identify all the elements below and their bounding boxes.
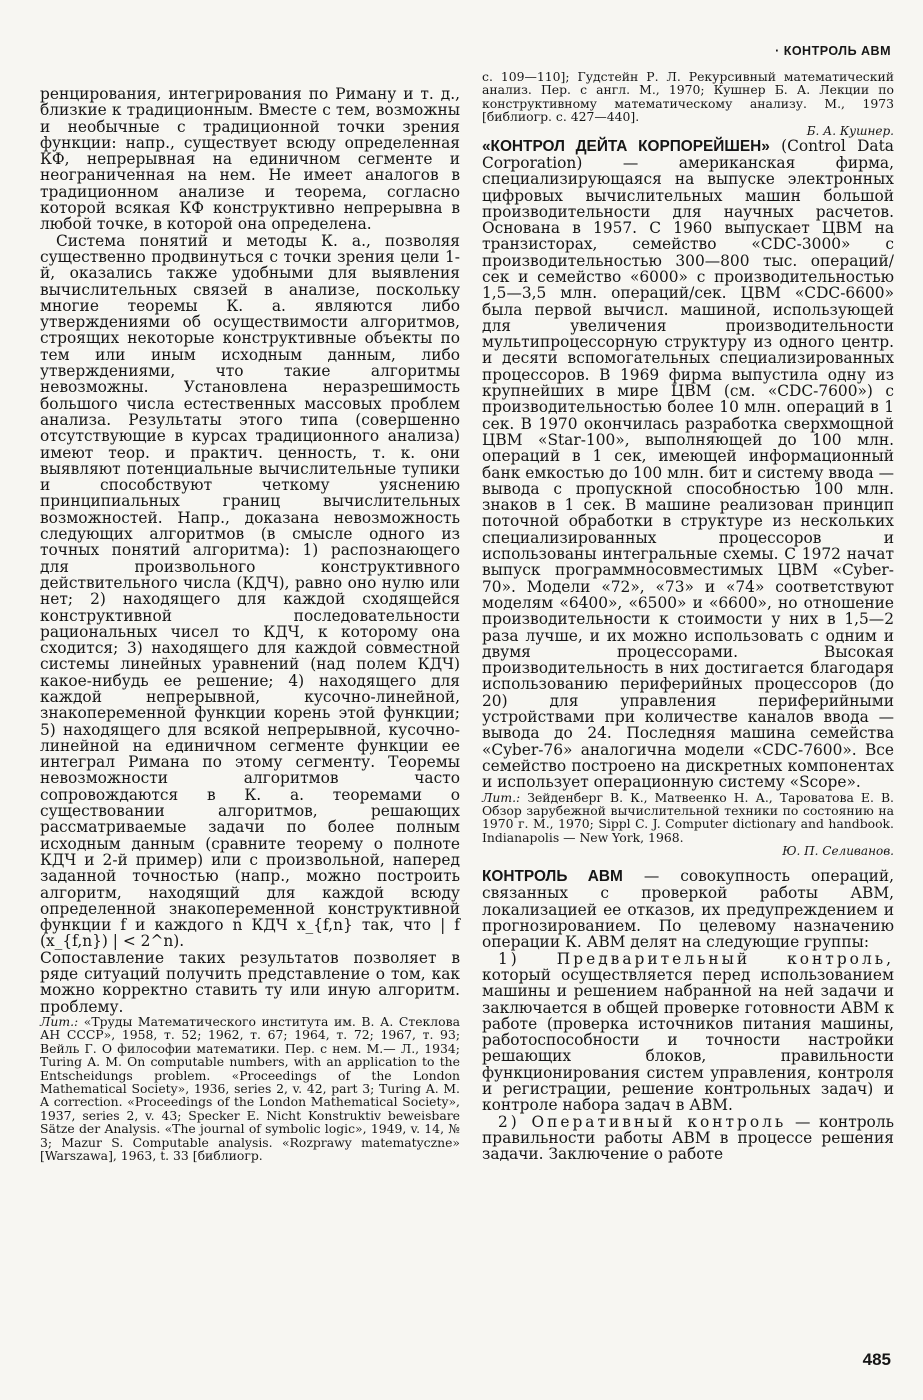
paragraph-comparison: Сопоставление таких результатов позволяет в ряде ситуаций получить представление о том, как можно корректно ставить ту или иную алгоритм. проблему. (40, 948, 460, 1016)
references-block-cdc (482, 791, 894, 845)
references-text-cdc: Зейденберг В. К., Матвеенко Н. А., Тароватова Е. В. Обзор зарубежной вычислительной техники по состоянию на 1970 г. М., 1970; Sippl C. J. Computer dictionary and handbook. Indianapolis — New York, 1968. (482, 789, 894, 845)
entry-title-avm: КОНТРОЛЬ АВМ (482, 868, 623, 886)
left-column (40, 86, 460, 1162)
list-item-preliminary (482, 951, 894, 1114)
references-label: Лит.: (40, 1013, 79, 1029)
list-item-label-operative: 2) Оперативный контроль (498, 1112, 787, 1131)
references-label-cdc: Лит.: (482, 789, 521, 805)
right-column (482, 70, 894, 1162)
running-header: · КОНТРОЛЬ АВМ (775, 44, 891, 58)
entry-avm (482, 868, 894, 950)
entry-text-avm: — совокупность операций, связанных с проверкой работы АВМ, локализацией ее отказов, их предупреждением и прогнозированием. По целевому назначению операции К. АВМ делят на следующие группы: (482, 867, 894, 952)
entry-cdc (482, 138, 894, 791)
list-item-text-operative: — контроль правильности работы АВМ в процессе решения задачи. Заключение о работе (482, 1112, 894, 1164)
list-item-label-preliminary: 1) Предварительный контроль, (498, 949, 894, 968)
author-signature-cdc: Ю. П. Селиванов. (782, 844, 894, 859)
paragraph-continued: ренцирования, интегрирования по Риману и т. д., близкие к традиционным. Вместе с тем, возможны и необычные с традиционной точки зрения функции: напр., существует всюду определенная КФ, непрерывная на единичном сегменте и неограниченная на нем. Не имеет аналогов в традиционном анализе и теорема, согласно которой всякая КФ конструктивно непрерывна в любой точке, в которой она определена. (40, 85, 460, 234)
references-block (40, 1015, 460, 1162)
entry-text-cdc: (Control Data Corporation) — американская фирма, специализирующаяся на выпуске электронных цифровых вычислительных машин большой производительности для научных расчетов. Основана в 1957. С 1960 выпускает ЦВМ на транзисторах, семейство «CDC-3000» с производительностью 300—800 тыс. операций/сек и семейство «6000» с производительностью 1,5—3,5 млн. операций/сек. ЦВМ «CDC-6600» была первой вычисл. машиной, использующей для увеличения производительности мультипроцессорную структуру из одного центр. и десяти вспомогательных специализированных процессоров. В 1969 фирма выпустила одну из крупнейших в мире ЦВМ (см. «CDC-7600») с производительностью более 10 млн. операций в 1 сек. В 1970 окончилась разработка сверхмощной ЦВМ «Star-100», выполняющей до 100 млн. операций в 1 сек, имеющей информационный банк емкостью до 100 млн. бит и систему ввода — вывода с пропускной способностью 100 млн. знаков в 1 сек. В машине реализован принцип поточной обработки в структуре из нескольких специализированных процессоров и использованы интегральные схемы. С 1972 начат выпуск программносовместимых ЦВМ «Cyber-70». Модели «72», «73» и «74» соответствуют моделям «6400», «6500» и «6600», но отношение производительности к стоимости у них в 1,5—2 раза лучше, и их можно использовать с одним и двумя процессорами. Высокая производительность в них достигается благодаря использованию периферийных процессоров (до 20) для управления периферийными устройствами при количестве каналов ввода — вывода до 24. Последняя машина семейства «Cyber-76» аналогична модели «CDC-7600». Все семейство построено на дискретных компонентах и использует операционную систему «Scope». (482, 136, 894, 792)
references-text: «Труды Математического института им. В. А. Стеклова АН СССР», 1958, т. 52; 1962, т. 67; 1964, т. 72; 1967, т. 93; Вейль Г. О философии математики. Пер. с нем. М.— Л., 1934; Turing A. M. On computable numbers, with an application to the Entscheidungs problem. «Proceedings of the London Mathematical Society», 1936, series 2, v. 42, part 3; Turing A. M. A correction. «Proceedings of the London Mathematical Society», 1937, series 2, v. 43; Specker E. Nicht Konstruktiv beweisbare Sätze der Analysis. «The journal of symbolic logic», 1949, v. 14, № 3; Mazur S. Computable analysis. «Rozprawy matematyczne» [Warszawa], 1963, t. 33 [библиогр. (40, 1013, 460, 1163)
page-number: 485 (862, 1350, 891, 1369)
references-continued: с. 109—110]; Гудстейн Р. Л. Рекурсивный математический анализ. Пер. с англ. М., 1970; Кушнер Б. А. Лекции по конструктивному математическому анализу. М., 1973 [библиогр. с. 427—440]. (482, 69, 894, 125)
list-item-text-preliminary: который осуществляется перед использованием машины и решением набранной на ней задачи и заключается в общей проверке готовности АВМ к работе (проверка источников питания машины, работоспособности и точности настройки решающих блоков, правильности функционирования систем управления, контроля и регистрации, решение контрольных задач) и контроле набора задач в АВМ. (482, 965, 894, 1115)
entry-title-cdc: «КОНТРОЛ ДЕЙТА КОРПОРЕЙШЕН» (482, 137, 770, 155)
list-item-operative (482, 1114, 894, 1163)
paragraph-algorithms: Система понятий и методы К. а., позволяя существенно продвинуться с точки зрения цели 1-й, оказались также удобными для выявления вычислительных связей в анализе, поскольку многие теоремы К. а. являются либо утверждениями об осуществимости алгоритмов, строящих некоторые конструктивные объекты по тем или иным исходным данным, либо утверждениями, что такие алгоритмы невозможны. Установлена неразрешимость большого числа естественных массовых проблем анализа. Результаты этого типа (совершенно отсутствующие в курсах традиционного анализа) имеют теор. и практич. ценность, т. к. они выявляют потенциальные вычислительные тупики и способствуют четкому уяснению принципиальных границ вычислительных возможностей. Напр., доказана невозможность следующих алгоритмов (в смысле одного из точных понятий алгоритма): 1) распознающего для произвольного конструктивного действительного числа (КДЧ), равно оно нулю или нет; 2) находящего для каждой сходящейся конструктивной последовательности рациональных чисел то КДЧ, к которому она сходится; 3) находящего для каждой совместной системы линейных уравнений (над полем КДЧ) какое-нибудь ее решение; 4) находящего для каждой непрерывной, кусочно-линейной, знакопеременной функции корень этой функции; 5) находящего для всякой непрерывной, кусочно-линейной на единичном сегменте функции ее интеграл Римана по этому сегменту. Теоремы невозможности алгоритмов часто сопровождаются в К. а. теоремами о существовании алгоритмов, решающих рассматриваемые задачи по более полным исходным данным (сравните теорему о полноте КДЧ и 2-й пример) или с произвольной, наперед заданной точностью (напр., можно построить алгоритм, находящий для каждой всюду определенной знакопеременной конструктивной функции f и каждого n КДЧ x_{f,n} так, что | f (x_{f,n}) | < 2^n). (40, 231, 460, 951)
author-signature: Б. А. Кушнер. (806, 123, 894, 138)
